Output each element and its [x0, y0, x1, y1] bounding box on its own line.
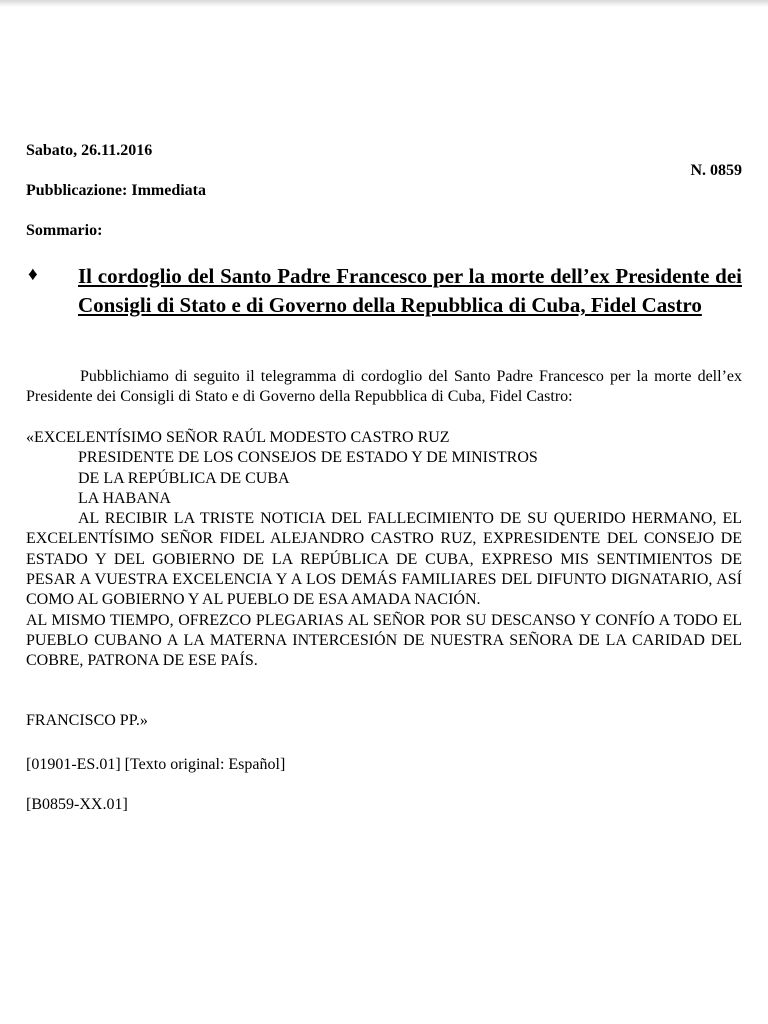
- publication-status: Pubblicazione: Immediata: [26, 182, 206, 199]
- diamond-bullet-icon: ♦: [28, 264, 38, 285]
- summary-label: Sommario:: [26, 222, 103, 239]
- telegram-signature: FRANCISCO PP.»: [26, 712, 148, 729]
- intro-paragraph: Pubblichiamo di seguito il telegramma di cordoglio del Santo Padre Francesco per la morte dell’ex Presidente dei Consigli di Stato e di Governo della Repubblica di Cuba, Fidel Castro:: [26, 368, 742, 405]
- telegram-addressee: «EXCELENTÍSIMO SEÑOR RAÚL MODESTO CASTRO RUZ: [26, 429, 450, 446]
- bulletin-number: N. 0859: [690, 162, 742, 179]
- telegram-address-line: DE LA REPÚBLICA DE CUBA: [78, 469, 290, 487]
- telegram-address-line: PRESIDENTE DE LOS CONSEJOS DE ESTADO Y DE MINISTROS: [78, 449, 538, 467]
- telegram-paragraph-condolence: AL RECIBIR LA TRISTE NOTICIA DEL FALLECIMIENTO DE SU QUERIDO HERMANO, EL EXCELENTÍSIMO SEÑOR FIDEL ALEJANDRO CASTRO RUZ, EXPRESIDENTE DEL CONSEJO DE ESTADO Y DEL GOBIERNO DE LA REPÚBLICA DE CUBA, EXPRESO MIS SENTIMIENTOS DE PESAR A VUESTRA EXCELENCIA Y A LOS DEMÁS FAMILIARES DEL DIFUNTO DIGNATARIO, ASÍ COMO AL GOBIERNO Y AL PUEBLO DE ESA AMADA NACIÓN.: [26, 510, 742, 609]
- reference-original-text: [01901-ES.01] [Texto original: Español]: [26, 756, 286, 773]
- page-top-edge: [0, 0, 768, 7]
- telegram-address-line: LA HABANA: [78, 489, 171, 507]
- reference-bulletin-code: [B0859-XX.01]: [26, 796, 128, 813]
- telegram-body: [26, 428, 742, 672]
- headline-title: Il cordoglio del Santo Padre Francesco per la morte dell’ex Presidente dei Consigli di Stato e di Governo della Repubblica di Cuba, Fidel Castro: [78, 264, 742, 317]
- bulletin-date: Sabato, 26.11.2016: [26, 142, 153, 159]
- telegram-paragraph-prayer: AL MISMO TIEMPO, OFREZCO PLEGARIAS AL SEÑOR POR SU DESCANSO Y CONFÍO A TODO EL PUEBLO CUBANO A LA MATERNA INTERCESIÓN DE NUESTRA SEÑORA DE LA CARIDAD DEL COBRE, PATRONA DE ESE PAÍS.: [26, 611, 742, 670]
